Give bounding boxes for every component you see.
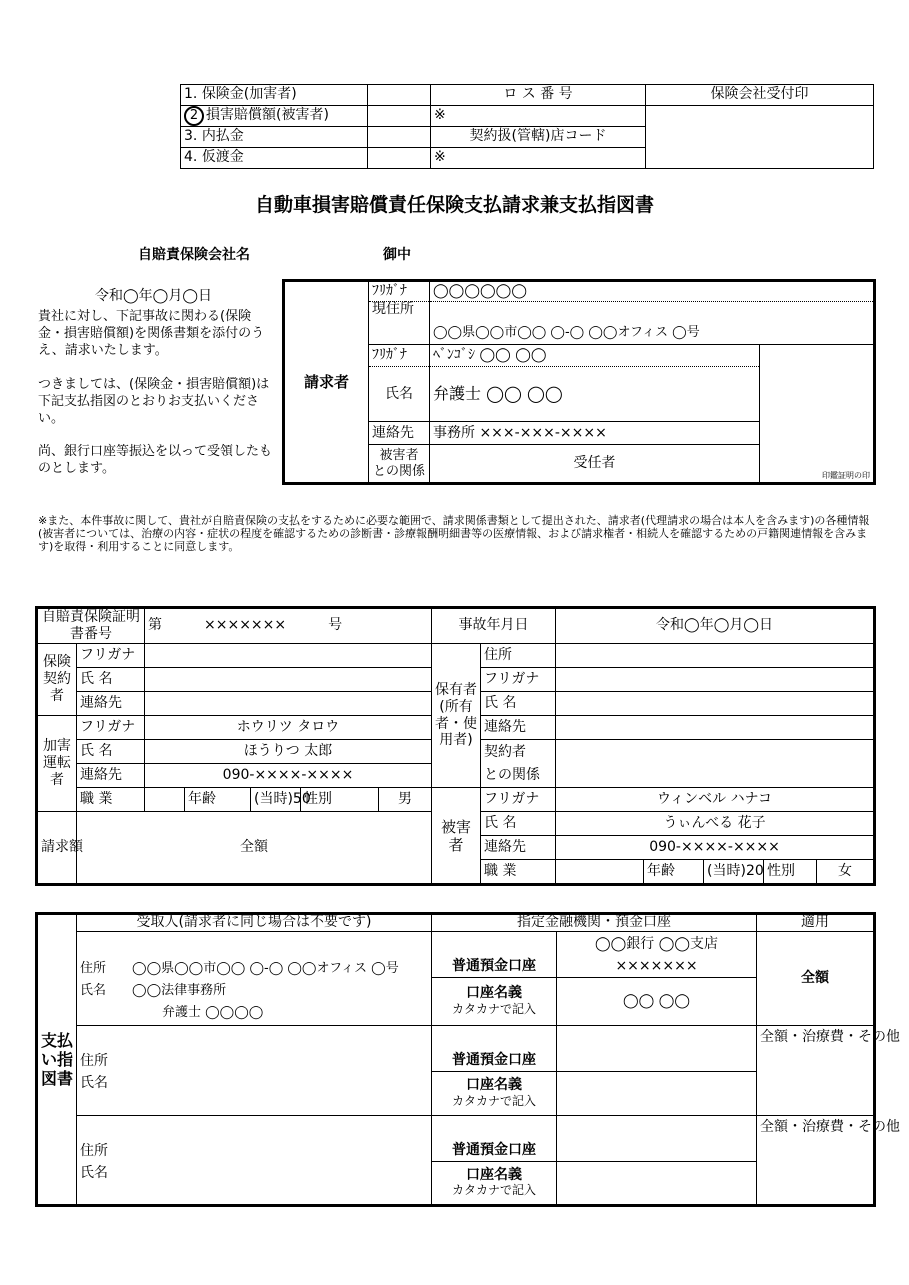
claim-label: 請求額 — [37, 812, 77, 885]
victim-job[interactable] — [556, 860, 644, 885]
holder-label-1: 口座名義 カタカナで記入 — [432, 978, 557, 1026]
circle-mark-icon: 2 — [184, 106, 204, 126]
holder-2[interactable] — [557, 1072, 757, 1116]
accident-table: 自賠責保険証明書番号 第 ××××××× 号 事故年月日 令和◯年◯月◯日 保険契約者 フリガナ 保有者(所有者・使用者) 住所 氏 名 フリガナ 連絡先 氏 名 加害運転者 フリガナ ホウリツ タロウ 連絡先 氏 名 ほうりつ 太郎 契約者 との関係 連絡先 090-××××-×××× 職 業 年齢 (当時)50 性別 男 被害者 フリガナ ウィンベル ハナコ 請求額 全額 氏 名 うぃんべる 花子 連絡先 090-××××-×××× 職 業 年齢 (当時)20 性別 女 — [35, 606, 876, 886]
payment-section-label: 支払い指図書 — [37, 914, 77, 1206]
stamp-header: 保険会社受付印 — [646, 85, 874, 106]
holder-label-3: 口座名義 カタカナで記入 — [432, 1162, 557, 1206]
claimant-table — [282, 279, 876, 485]
contractor-name[interactable] — [145, 668, 432, 692]
recipient-2[interactable]: 住所 氏名 — [77, 1026, 432, 1116]
apply-1[interactable]: 全額 — [757, 932, 875, 1026]
account-label-1: 普通預金口座 — [432, 932, 557, 978]
holder-label-2: 口座名義 カタカナで記入 — [432, 1072, 557, 1116]
relation-label: 被害者 との関係 — [369, 445, 430, 484]
contact-value[interactable]: 事務所 ×××-×××-×××× — [430, 422, 760, 445]
account-2[interactable] — [557, 1026, 757, 1072]
cert-label: 自賠責保険証明書番号 — [37, 608, 145, 644]
contractor-section-label: 保険契約者 — [37, 644, 77, 716]
agency-code-value[interactable]: ※ — [431, 148, 646, 169]
row-2[interactable]: 2 損害賠償額(被害者) — [181, 106, 368, 127]
relation-value[interactable]: 受任者 — [430, 445, 760, 484]
top-classification-table — [180, 84, 874, 169]
owner-relation[interactable] — [556, 740, 875, 788]
row-3[interactable]: 3. 内払金 — [181, 127, 368, 148]
seal-area — [760, 344, 875, 483]
cert-number[interactable]: 第 ××××××× 号 — [145, 608, 432, 644]
contact-label: 連絡先 — [369, 422, 430, 445]
owner-relation-label: 契約者 との関係 — [481, 740, 556, 788]
claimant-section-label: 請求者 — [284, 281, 369, 484]
account-3[interactable] — [557, 1116, 757, 1162]
victim-contact[interactable]: 090-××××-×××× — [556, 836, 875, 860]
holder-3[interactable] — [557, 1162, 757, 1206]
name-furigana-label: ﾌﾘｶﾞﾅ — [369, 344, 430, 367]
address-value[interactable]: ◯◯県◯◯市◯◯ ◯-◯ ◯◯オフィス ◯号 — [430, 301, 875, 344]
owner-name[interactable] — [556, 692, 875, 716]
furigana-label: ﾌﾘｶﾞﾅ — [369, 281, 430, 302]
account-label-3: 普通預金口座 — [432, 1116, 557, 1162]
accident-date[interactable]: 令和◯年◯月◯日 — [556, 608, 875, 644]
loss-number-header: ロ ス 番 号 — [431, 85, 646, 106]
driver-age[interactable]: (当時)50 — [251, 788, 301, 812]
owner-contact[interactable] — [556, 716, 875, 740]
holder-1[interactable]: ◯◯ ◯◯ — [557, 978, 757, 1026]
victim-sex[interactable]: 女 — [817, 860, 875, 885]
driver-contact[interactable]: 090-××××-×××× — [145, 764, 432, 788]
name-value[interactable]: 弁護士 ◯◯ ◯◯ — [430, 367, 760, 422]
apply-2[interactable]: 全額・治療費・その他 — [757, 1026, 875, 1116]
accident-date-label: 事故年月日 — [432, 608, 556, 644]
victim-section-label: 被害者 — [432, 788, 481, 885]
apply-header: 適用 — [757, 914, 875, 932]
contractor-furigana[interactable] — [145, 644, 432, 668]
apply-3[interactable]: 全額・治療費・その他 — [757, 1116, 875, 1206]
address-furigana[interactable]: ◯◯◯◯◯◯ — [430, 281, 875, 302]
address-label: 現住所 — [369, 301, 430, 344]
account-1[interactable]: ◯◯銀行 ◯◯支店 ××××××× — [557, 932, 757, 978]
driver-furigana[interactable]: ホウリツ タロウ — [145, 716, 432, 740]
owner-furigana[interactable] — [556, 668, 875, 692]
name-label: 氏名 — [369, 367, 430, 422]
letter-paragraph-3: 尚、銀行口座等振込を以って受領したものとします。 — [38, 444, 273, 476]
claim-date[interactable]: 令和◯年◯月◯日 — [95, 288, 213, 304]
seal-label: 印鑑証明の印 — [822, 470, 871, 480]
consent-text: ※また、本件事故に関して、貴社が自賠責保険の支払をするために必要な範囲で、請求関係書類として提出された、請求者(代理請求の場合は本人を含みます)の各種情報(被害者については、治療の内容・症状の程度を確認するための診断書・診療報酬明細書等の医療情報、および請求権者・相続人を確認するための戸籍関連情報を含みます)を取得・利用することに同意します。 — [38, 514, 870, 553]
contractor-contact[interactable] — [145, 692, 432, 716]
row-4[interactable]: 4. 仮渡金 — [181, 148, 368, 169]
driver-sex[interactable]: 男 — [379, 788, 432, 812]
letter-paragraph-2: つきましては、(保険金・損害賠償額)は下記支払指図のとおりお支払いください。 — [38, 377, 270, 426]
onchu-label: 御中 — [383, 247, 411, 263]
victim-name[interactable]: うぃんべる 花子 — [556, 812, 875, 836]
stamp-area — [646, 106, 874, 169]
document-title: 自動車損害賠償責任保険支払請求兼支払指図書 — [254, 194, 654, 216]
bank-header: 指定金融機関・預金口座 — [432, 914, 757, 932]
loss-number-value[interactable]: ※ — [431, 106, 646, 127]
recipient-3[interactable]: 住所 氏名 — [77, 1116, 432, 1206]
owner-section-label: 保有者(所有者・使用者) — [432, 644, 481, 788]
driver-job[interactable] — [145, 788, 185, 812]
agency-code-header: 契約扱(管轄)店コード — [431, 127, 646, 148]
owner-address[interactable] — [556, 644, 875, 668]
payment-table — [35, 912, 900, 1207]
recipient-header: 受取人(請求者に同じ場合は不要です) — [77, 914, 432, 932]
company-label: 自賠責保険会社名 — [138, 247, 250, 263]
driver-name[interactable]: ほうりつ 太郎 — [145, 740, 432, 764]
letter-paragraph-1: 貴社に対し、下記事故に関わる(保険金・損害賠償額)を関係書類を添付のうえ、請求いたします。 — [38, 309, 265, 358]
claim-amount[interactable]: 全額 — [77, 812, 432, 885]
account-label-2: 普通預金口座 — [432, 1026, 557, 1072]
name-furigana[interactable]: ﾍﾞﾝｺﾞｼ ◯◯ ◯◯ — [430, 344, 760, 367]
driver-section-label: 加害運転者 — [37, 716, 77, 812]
row-1[interactable]: 1. 保険金(加害者) — [181, 85, 368, 106]
victim-age[interactable]: (当時)20 — [704, 860, 764, 885]
victim-furigana[interactable]: ウィンベル ハナコ — [556, 788, 875, 812]
recipient-1[interactable]: 住所 ◯◯県◯◯市◯◯ ◯-◯ ◯◯オフィス ◯号 氏名 ◯◯法律事務所 弁護士 ◯◯◯◯ — [77, 932, 432, 1026]
